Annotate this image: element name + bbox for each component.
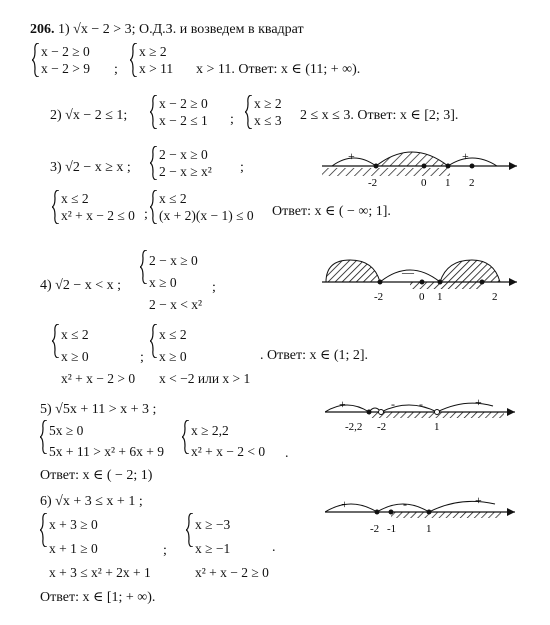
axis-point [379, 410, 384, 415]
brace-icon [182, 420, 190, 454]
axis-tick-label: 1 [434, 421, 440, 433]
axis-point [367, 410, 372, 415]
system-4b [52, 324, 135, 390]
axis-point [420, 280, 425, 285]
axis-point [427, 510, 432, 515]
system-3a [150, 146, 212, 180]
answer-line: Ответ: x ∈ ( − ∞; 1]. [272, 204, 391, 219]
system-row: x − 2 ≥ 0 [41, 44, 90, 59]
system-row: 2 − x ≥ 0 [149, 253, 198, 268]
system-row: x ≤ 3 [254, 113, 282, 128]
brace-icon [245, 95, 253, 129]
axis-tick-label: -2,2 [345, 421, 363, 433]
system-row: x + 3 ≥ 0 [49, 517, 98, 532]
system-row: (x + 2)(x − 1) ≤ 0 [159, 208, 254, 223]
axis-tick-label: 2 [469, 177, 475, 189]
arc [325, 504, 377, 512]
number-line-4 [322, 252, 522, 302]
system-row: 2 − x ≥ x² [159, 164, 212, 179]
sign-label: - [419, 397, 423, 411]
system-5a [40, 420, 164, 462]
system-row: x ≥ −1 [195, 541, 231, 556]
system-row: 5x + 11 > x² + 6x + 9 [49, 444, 165, 459]
problem-6-header: 6) √x + 3 ≤ x + 1 ; [40, 494, 143, 509]
arrow-icon [507, 508, 515, 516]
axis-tick-label: -2 [374, 291, 384, 302]
shaded-arc [440, 260, 500, 282]
result-line: x > 11. Ответ: x ∈ (11; + ∞). [196, 62, 361, 77]
brace-icon [150, 190, 158, 224]
problem-3-header: 3) √2 − x ≥ x ; [50, 160, 131, 175]
system-1b [130, 43, 173, 77]
shaded-arc [376, 152, 448, 166]
system-row: 2 − x < x² [149, 297, 203, 312]
axis-tick-label: 1 [437, 291, 443, 302]
separator: ; [140, 350, 144, 365]
separator: ; [240, 160, 244, 175]
separator: . [272, 540, 276, 555]
system-row: x² + x − 2 ≤ 0 [61, 208, 135, 223]
system-3b [52, 190, 135, 224]
problem-number: 206. [30, 22, 55, 37]
brace-icon [186, 513, 194, 547]
arrow-icon [509, 278, 517, 286]
sign-label: - [403, 497, 407, 511]
axis-tick-label: -2 [368, 177, 378, 189]
system-row: x + 1 ≥ 0 [49, 541, 98, 556]
system-row: x ≤ 2 [159, 191, 187, 206]
axis-point [438, 280, 443, 285]
sign-label: - [391, 397, 395, 411]
axis-point [389, 510, 394, 515]
system-row: x − 2 ≤ 1 [159, 113, 208, 128]
brace-icon [150, 95, 158, 129]
system-row: x − 2 > 9 [41, 61, 90, 76]
axis-point [374, 164, 379, 169]
brace-icon [40, 420, 48, 454]
axis-point [470, 164, 475, 169]
brace-icon [140, 250, 148, 284]
arc [429, 501, 495, 512]
system-row: x − 2 ≥ 0 [159, 96, 208, 111]
system-6b [186, 513, 269, 585]
axis-point [435, 410, 440, 415]
hatch-region [391, 512, 501, 518]
system-2a [150, 95, 208, 129]
separator: ; [144, 207, 148, 222]
system-row: x² + x − 2 < 0 [191, 444, 266, 459]
brace-icon [32, 43, 40, 77]
system-row: x > 11 [139, 61, 174, 76]
separator: ; [230, 112, 234, 127]
brace-icon [130, 43, 138, 77]
system-5b [182, 420, 265, 462]
problem-2-header: 2) √x − 2 ≤ 1; [50, 108, 128, 123]
arrow-icon [509, 162, 517, 170]
axis-tick-label: -1 [387, 523, 397, 535]
system-row: 2 − x ≥ 0 [159, 147, 208, 162]
answer-line: . Ответ: x ∈ (1; 2]. [260, 348, 369, 363]
number-line-3 [322, 140, 522, 190]
axis-point [480, 280, 485, 285]
problem-statement: 1) √x − 2 > 3; О.Д.З. и возведем в квадрат [58, 22, 304, 37]
sign-label: + [475, 395, 482, 409]
result-line: 2 ≤ x ≤ 3. Ответ: x ∈ [2; 3]. [300, 108, 459, 123]
answer-line: Ответ: x ∈ [1; + ∞). [40, 590, 156, 605]
system-row: x ≥ 2 [139, 44, 167, 59]
axis-point [422, 164, 427, 169]
system-row: x ≤ 2 [61, 191, 89, 206]
number-line-6 [325, 490, 525, 536]
axis-tick-label: 1 [426, 523, 432, 535]
system-row: x ≥ 2 [254, 96, 282, 111]
system-row: x ≤ 2 [159, 327, 187, 342]
axis-tick-label: 2 [492, 291, 498, 302]
system-row: x ≥ 2,2 [191, 423, 229, 438]
system-4c [150, 324, 250, 390]
axis-point [378, 280, 383, 285]
system-row: x ≤ 2 [61, 327, 89, 342]
axis-point [375, 510, 380, 515]
arc [437, 403, 493, 412]
shaded-arc [326, 260, 380, 282]
axis-tick-label: 0 [419, 291, 425, 302]
sign-label: + [462, 149, 469, 163]
hatch-region [322, 168, 450, 176]
number-line-5 [325, 394, 525, 436]
separator: . [285, 446, 289, 461]
axis-tick-label: 0 [421, 177, 427, 189]
arc [381, 405, 437, 412]
system-row: x ≥ 0 [149, 275, 177, 290]
arrow-icon [507, 408, 515, 416]
system-3c [150, 190, 254, 224]
system-4a [140, 250, 202, 316]
separator: ; [212, 280, 216, 295]
system-2b [245, 95, 282, 129]
brace-icon [40, 513, 48, 547]
axis-point [446, 164, 451, 169]
system-6a [40, 513, 151, 585]
problem-4-header: 4) √2 − x < x ; [40, 278, 122, 293]
brace-icon [150, 146, 158, 180]
system-row: x < −2 или x > 1 [159, 371, 251, 386]
brace-icon [52, 190, 60, 224]
system-row: x ≥ 0 [159, 349, 187, 364]
axis-tick-label: -2 [377, 421, 387, 433]
arc [325, 405, 369, 412]
sign-label: + [475, 493, 482, 507]
system-row: x + 3 ≤ x² + 2x + 1 [49, 565, 151, 580]
sign-label: + [341, 497, 348, 511]
answer-line: Ответ: x ∈ ( − 2; 1) [40, 468, 153, 483]
system-row: x² + x − 2 ≥ 0 [195, 565, 269, 580]
system-row: x² + x − 2 > 0 [61, 371, 136, 386]
brace-icon [52, 324, 60, 358]
system-row: 5x ≥ 0 [49, 423, 84, 438]
separator: ; [163, 543, 167, 558]
brace-icon [150, 324, 158, 358]
sign-label: + [348, 149, 355, 163]
system-row: x ≥ −3 [195, 517, 231, 532]
separator: ; [114, 62, 118, 77]
problem-5-header: 5) √5x + 11 > x + 3 ; [40, 402, 157, 417]
sign-label: — [402, 265, 414, 279]
system-1a [32, 43, 90, 77]
axis-tick-label: -2 [370, 523, 380, 535]
problem-206-1-header [30, 22, 304, 38]
axis-tick-label: 1 [445, 177, 451, 189]
system-row: x ≥ 0 [61, 349, 89, 364]
sign-label: + [339, 397, 346, 411]
